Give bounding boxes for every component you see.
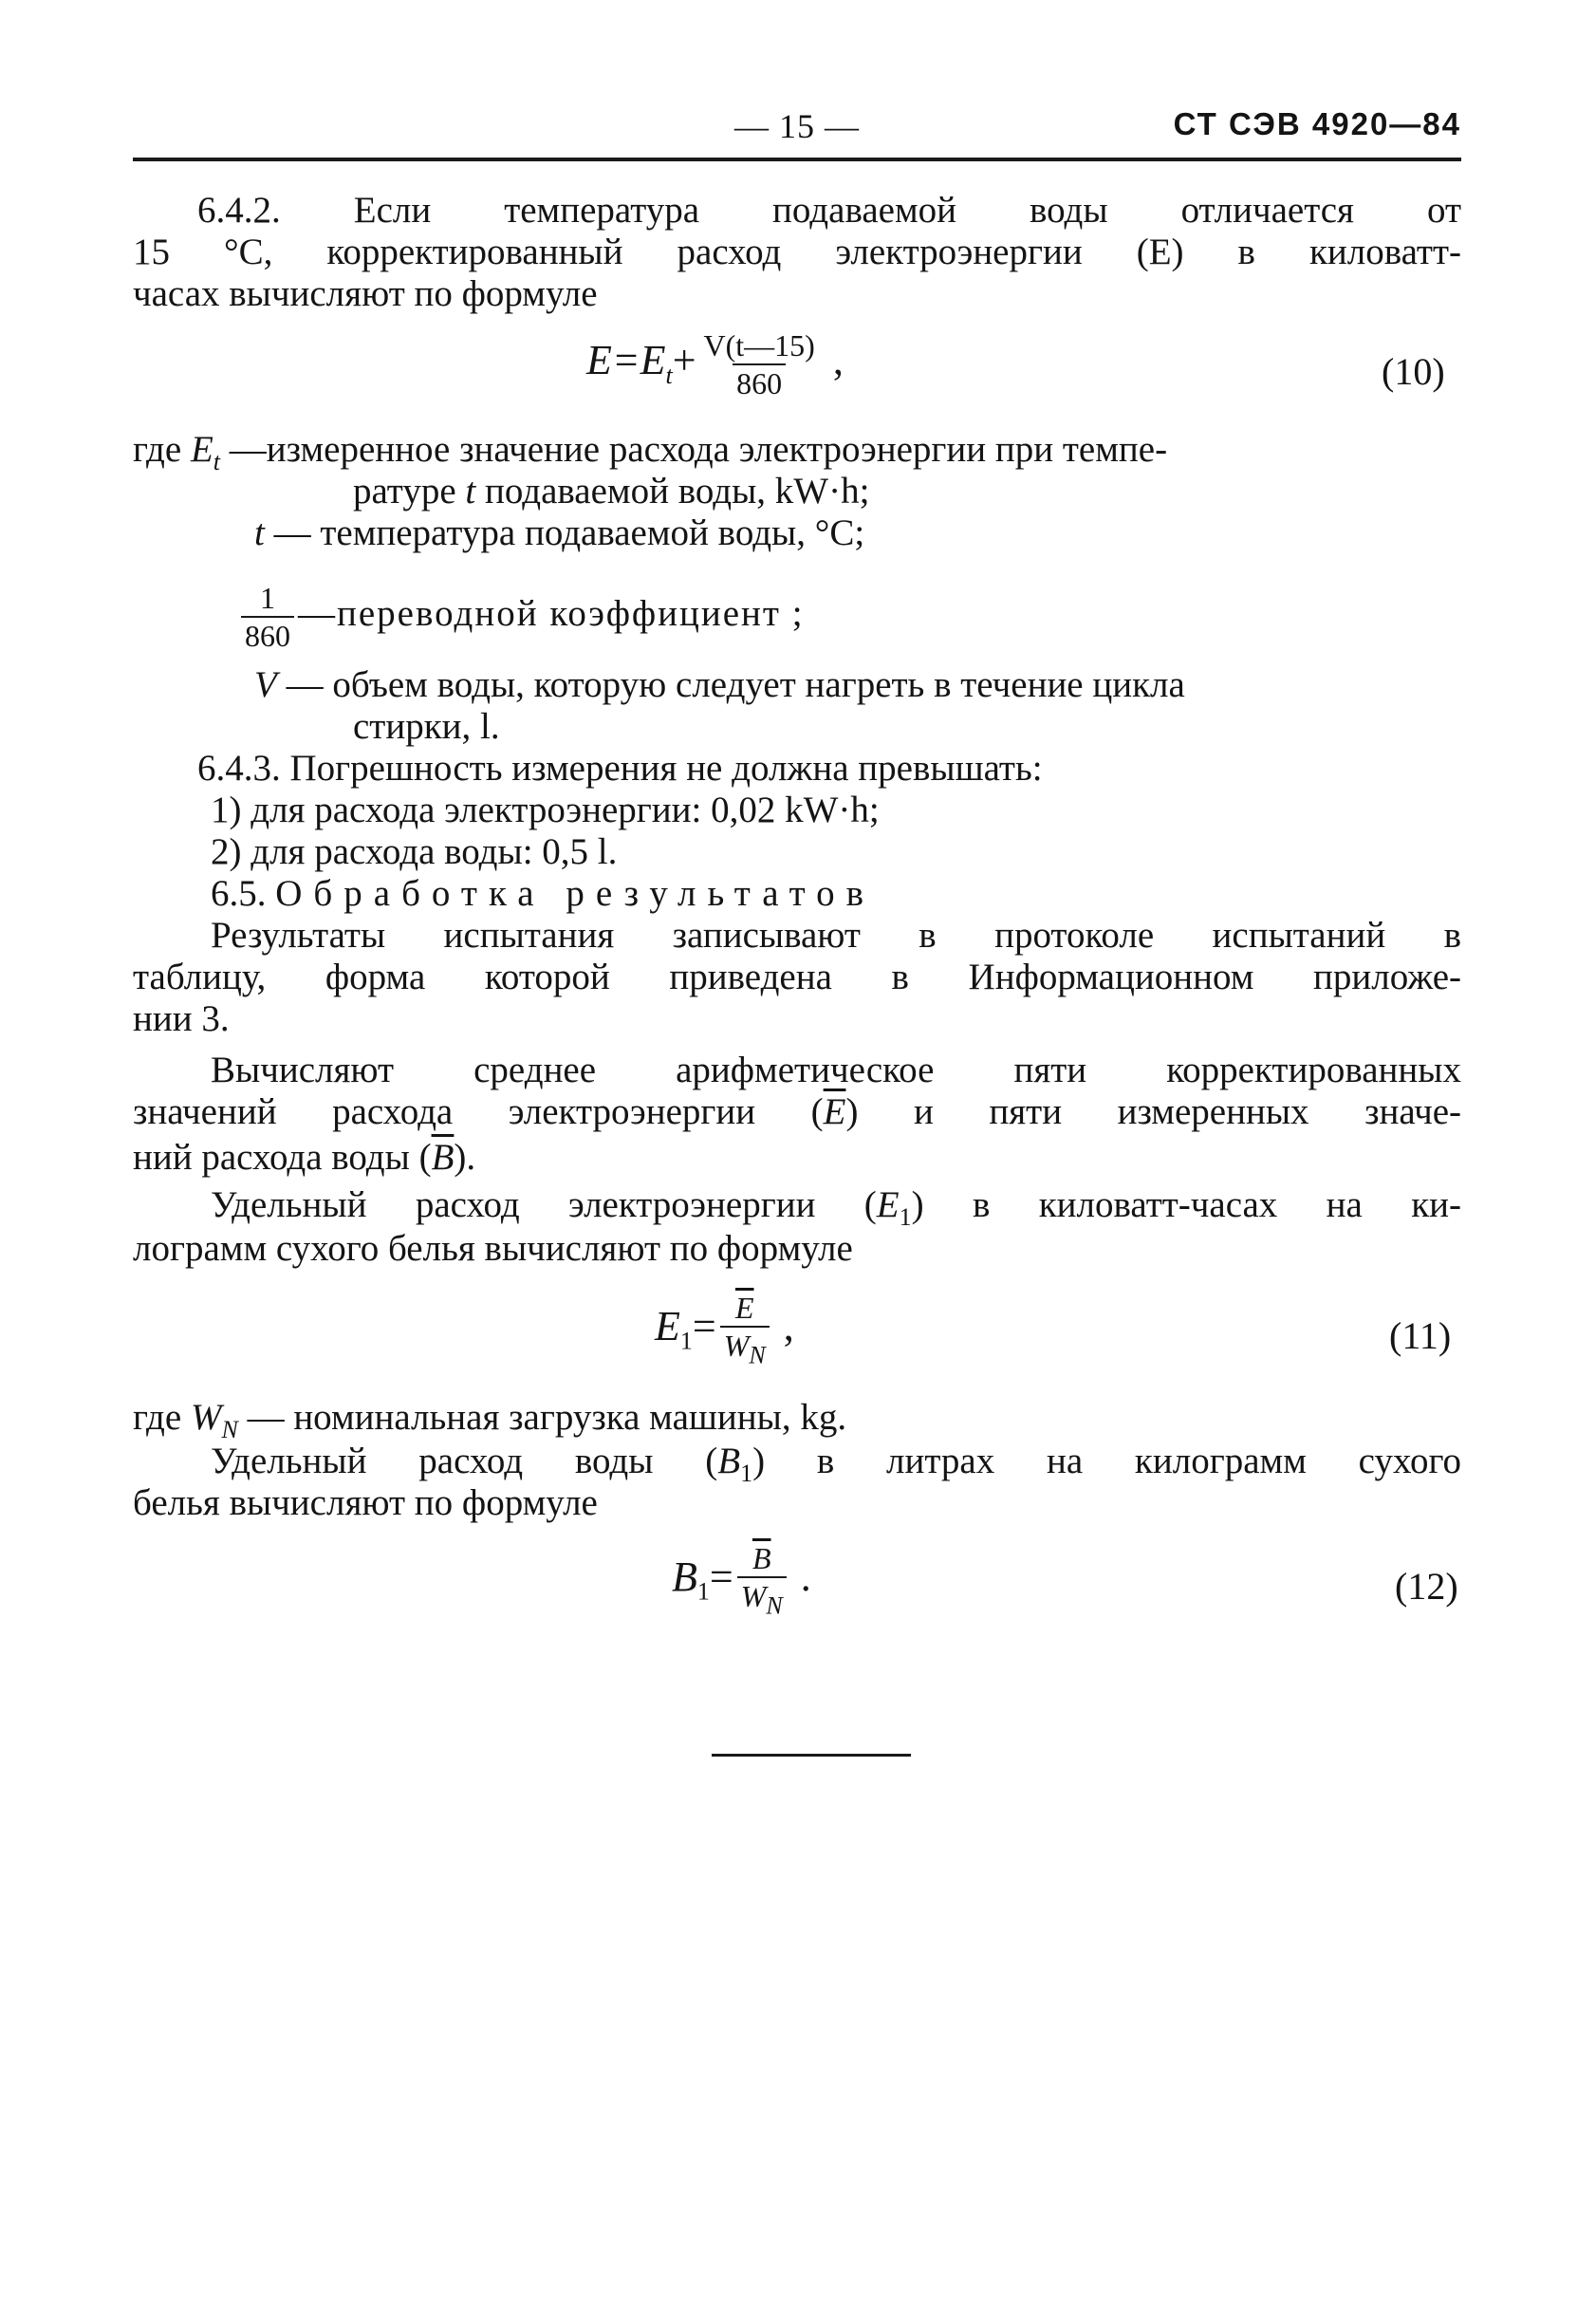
p65-para2-line3-sym: $\overline{B}$ <box>431 1137 455 1178</box>
formula11-fraction <box>720 1293 770 1367</box>
p65-para2-line3 <box>133 1137 475 1179</box>
formula10-plus: + <box>672 337 696 384</box>
p65-para3-line1-a: Удельный расход электроэнергии ( <box>211 1184 877 1225</box>
formula12-numerator: $\overline{B}$ <box>752 1541 771 1575</box>
formula11-den-sub: N <box>749 1341 766 1369</box>
where10-sym: E <box>190 429 213 470</box>
formula-12 <box>672 1543 811 1618</box>
where10-def3 <box>237 583 805 651</box>
formula12-eq: = <box>709 1553 733 1600</box>
formula12-fraction <box>737 1543 787 1618</box>
p642-line1: 6.4.2. Если температура подаваемой воды отличается от <box>197 190 1461 231</box>
where10-def1-line2-var: t <box>465 471 476 512</box>
where10-def1-line1: —измеренное значение расхода электроэнергии при темпе- <box>229 429 1168 470</box>
formula-11 <box>655 1293 794 1367</box>
formula12-lhs: B <box>672 1553 697 1600</box>
p65-para3-line2: лограмм сухого белья вычисляют по формуле <box>133 1228 853 1269</box>
section-heading-number: 6.5. <box>211 873 267 914</box>
p65-para2-line2 <box>133 1091 1461 1133</box>
p643-item2: 2) для расхода воды: 0,5 l. <box>211 831 618 872</box>
p642-line3: часах вычисляют по формуле <box>133 273 598 314</box>
formula10-numerator: V(t—15) <box>703 328 815 363</box>
p65-para2-line2-b: ) и пяти измеренных значе- <box>845 1091 1462 1132</box>
formula10-trail: , <box>832 337 844 384</box>
where10-def4-line2: стирки, l. <box>353 706 500 747</box>
where10-def1-line2 <box>353 471 869 512</box>
formula10-denominator: 860 <box>733 363 786 399</box>
formula11-den-sym: W <box>723 1329 750 1363</box>
section-heading-65 <box>211 873 875 915</box>
formula12-number: (12) <box>1395 1565 1458 1608</box>
p65-para2-line2-a: значений расхода электроэнергии ( <box>133 1091 824 1132</box>
p65-para2-line1: Вычисляют среднее арифметическое пяти корректированных <box>211 1050 1461 1090</box>
where10-def4-line1 <box>254 664 1185 706</box>
pwater-line2: белья вычисляют по формуле <box>133 1482 598 1523</box>
p65-para2-line3-b: ). <box>454 1137 476 1178</box>
p65-para3-line1-sym: E <box>876 1184 900 1225</box>
formula12-den-sym: W <box>740 1579 767 1613</box>
formula10-fraction <box>700 330 819 399</box>
p65-para1-line3: нии 3. <box>133 998 230 1039</box>
where11-def: — номинальная загрузка машины, kg. <box>237 1397 847 1438</box>
end-rule <box>712 1754 911 1757</box>
formula11-trail: , <box>783 1302 794 1349</box>
where10-def2 <box>254 512 864 554</box>
pwater-line1-sub: 1 <box>740 1459 753 1487</box>
page-header <box>133 102 1461 156</box>
where10-def3-den: 860 <box>241 616 294 651</box>
page-number: — 15 — <box>734 107 860 145</box>
p65-para2-line3-a: ний расхода воды ( <box>133 1137 432 1178</box>
formula11-eq: = <box>692 1302 716 1349</box>
formula10-lhs-sub: t <box>665 361 673 389</box>
pwater-line1-b: ) в литрах на килограмм сухого <box>752 1441 1461 1481</box>
formula12-denominator <box>737 1576 787 1618</box>
p65-para1-line1: Результаты испытания записывают в протоколе испытаний в <box>211 915 1461 956</box>
p643-title: 6.4.3. Погрешность измерения не должна превышать: <box>197 748 1043 789</box>
p642-line2: 15 °С, корректированный расход электроэнергии (E) в киловатт- <box>133 232 1461 272</box>
where10-def4-text: — объем воды, которую следует нагреть в течение цикла <box>276 664 1185 705</box>
where10-def2-sym: t <box>254 512 265 553</box>
where11-label: где <box>133 1397 191 1438</box>
header-rule <box>133 158 1461 161</box>
formula11-lhs-sub: 1 <box>679 1327 693 1355</box>
where10-sym-sub: t <box>213 447 221 475</box>
p65-para3-line1-sub: 1 <box>899 1202 912 1231</box>
p643-item1: 1) для расхода электроэнергии: 0,02 kW·h; <box>211 790 880 830</box>
where10-def1-line2-b: подаваемой воды, kW·h; <box>475 471 870 512</box>
formula11-denominator <box>720 1326 770 1367</box>
where11-sym: W <box>190 1397 222 1438</box>
formula10-lhs: E=E <box>586 337 666 384</box>
formula11-lhs: E <box>655 1302 680 1349</box>
where10-def3-fraction <box>241 583 294 651</box>
document-code: СТ СЭВ 4920—84 <box>1173 106 1461 141</box>
formula-10 <box>586 330 844 399</box>
p65-para3-line1-b: ) в киловатт-часах на ки- <box>911 1184 1461 1225</box>
p65-para2-line2-sym: $\overline{E}$ <box>823 1091 846 1132</box>
formula11-number: (11) <box>1389 1314 1452 1357</box>
where10-def2-text: — температура подаваемой воды, °С; <box>264 512 865 553</box>
p65-para1-line2: таблицу, форма которой приведена в Информационном приложе- <box>133 957 1461 997</box>
pwater-line1-a: Удельный расход воды ( <box>211 1441 718 1481</box>
formula11-numerator: $\overline{E}$ <box>734 1291 754 1325</box>
section-heading-title: Обработка результатов <box>275 873 876 914</box>
formula10-number: (10) <box>1382 350 1445 393</box>
where10-def3-text: —переводной коэффициент ; <box>298 592 805 634</box>
where-label: где <box>133 429 182 470</box>
where10-def3-num: 1 <box>260 581 275 615</box>
where10-def1-line2-a: ратуре <box>353 471 466 512</box>
formula12-den-sub: N <box>766 1591 783 1620</box>
where11-sym-sub: N <box>221 1415 238 1443</box>
where10-def4-sym: V <box>254 664 277 705</box>
pwater-line1-sym: B <box>717 1441 741 1481</box>
formula12-lhs-sub: 1 <box>696 1577 710 1606</box>
formula12-trail: . <box>800 1553 811 1600</box>
